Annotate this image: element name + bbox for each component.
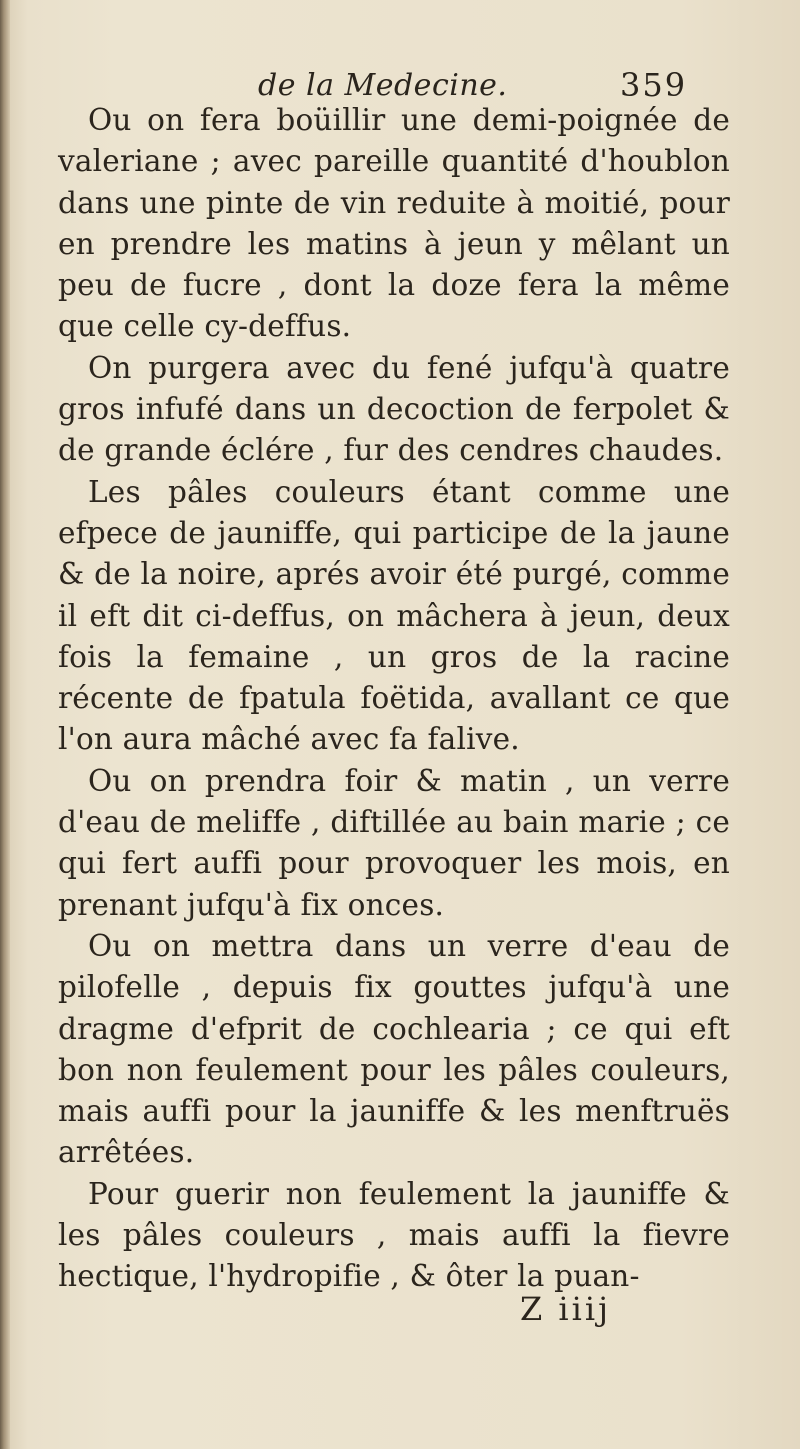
paragraph-valeriane: Ou on fera boüillir une demi-poignée de valeriane ; avec pareille quantité d'houblon dans une pinte de vin reduite à moitié, pour en prendre les matins à jeun y mêlant un peu de fucre , dont la doze fera la même que celle cy-deffus. — [58, 103, 730, 344]
paragraph-pales-couleurs: Les pâles couleurs étant comme une efpece de jauniffe, qui participe de la jaune & de la noire, aprés avoir été purgé, comme il eft dit ci-deffus, on mâchera à jeun, deux fois la femaine , un gros de la racine récente de fpatula foëtida, avallant ce que l'on aura mâché avec fa falive. — [58, 474, 730, 757]
signature-mark: Z iiij — [520, 1290, 612, 1328]
binding-edge — [0, 0, 10, 1449]
paragraph-pilofelle: Ou on mettra dans un verre d'eau de pilofelle , depuis fix gouttes jufqu'à une dragme d'efprit de cochlearia ; ce qui eft bon non feulement pour les pâles couleurs, mais auffi pour la jauniffe & les menftruës arrêtées. — [58, 928, 730, 1170]
paragraph-pour-guerir: Pour guerir non feulement la jauniffe & les pâles couleurs , mais auffi la fievre hectique, l'hydropifie , & ôter la puan- — [58, 1176, 730, 1294]
paragraph-melisse: Ou on prendra foir & matin , un verre d'eau de meliffe , diftillée au bain marie ; ce qui fert auffi pour provoquer les mois, en prenant jufqu'à fix onces. — [58, 763, 730, 922]
body-text — [58, 100, 730, 1298]
page-number: 359 — [620, 66, 688, 104]
running-title: de la Medecine. — [258, 68, 508, 103]
paragraph-sene: On purgera avec du fené jufqu'à quatre gros infufé dans un decoction de ferpolet & de grande éclére , fur des cendres chaudes. — [58, 350, 730, 468]
